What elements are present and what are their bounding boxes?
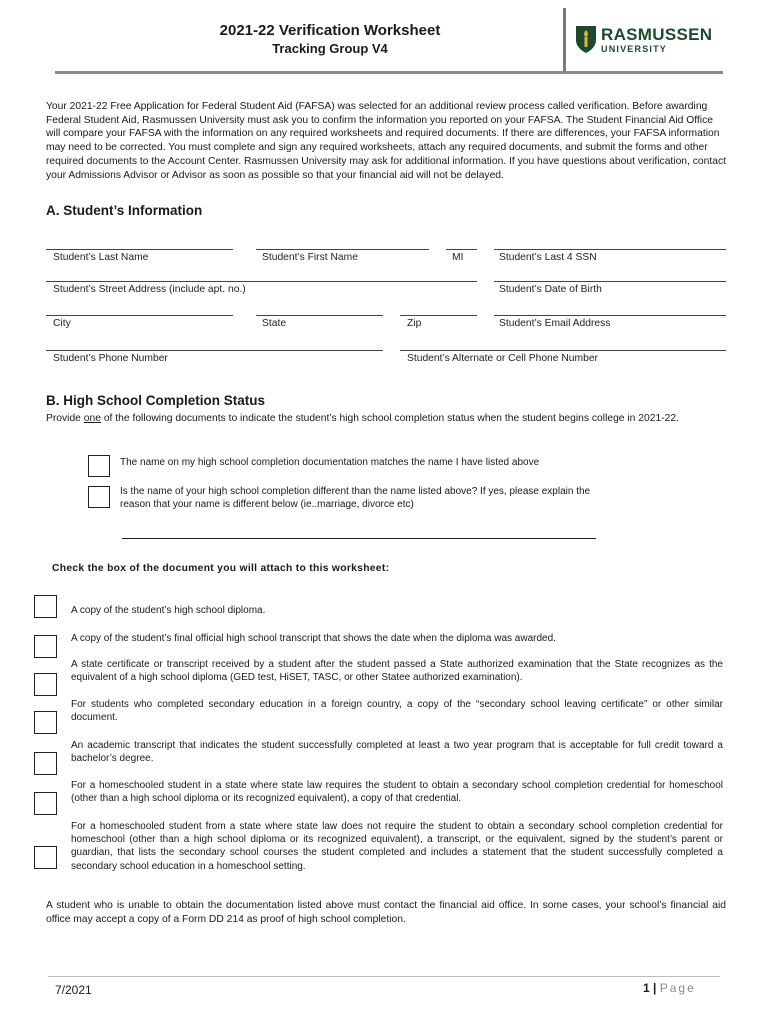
mi-line[interactable] [446,249,477,250]
section-a-title: A. Student’s Information [46,203,203,218]
section-b-title: B. High School Completion Status [46,393,265,408]
doc-text-2: A copy of the student’s final official high school transcript that shows the date when the diploma was awarded. [71,633,556,644]
address-label: Student’s Street Address (include apt. no.) [53,284,246,295]
doc-checkbox-2[interactable] [34,635,57,658]
doc-checkbox-7[interactable] [34,846,57,869]
footer-date: 7/2021 [55,983,92,997]
name-match-text: The name on my high school completion documentation matches the name I have listed above [120,457,540,468]
name-different-text: Is the name of your high school completion different than the name listed above? If yes, please explain the reason that your name is different below (ie..marriage, divorce etc) [120,486,591,511]
doc-text-4: For students who completed secondary education in a foreign country, a copy of the “secondary school leaving certificate” or other similar document. [71,699,723,724]
address-line[interactable] [46,281,477,282]
page-indicator [643,981,696,995]
doc-text-5: An academic transcript that indicates the student successfully completed at least a two year program that is acceptable for full credit toward a bachelor’s degree. [71,740,723,765]
first-name-line[interactable] [256,249,429,250]
shield-torch-icon [574,24,598,54]
name-different-checkbox[interactable] [88,486,110,508]
check-heading: Check the box of the document you will attach to this worksheet: [52,563,390,574]
closing-paragraph: A student who is unable to obtain the documentation listed above must contact the financial aid office. In some cases, your school’s financial aid office may accept a copy of a Form DD 214 as proof of high school completion. [46,900,726,925]
doc-checkbox-4[interactable] [34,711,57,734]
ssn-label: Student’s Last 4 SSN [499,252,597,263]
alt-phone-label: Student’s Alternate or Cell Phone Number [407,353,598,364]
header-divider-horizontal [55,71,723,74]
page-separator: | [649,981,660,995]
doc-text-7: For a homeschooled student from a state where state law does not require the student to obtain a secondary school completion credential for homeschool (other than a high school diploma or its recognized equivalent), a transcript, or the equivalent, signed by the student’s parent or guardian, that lists the secondary school courses the student completed and includes a statement that the student successfully completed a secondary school education in a homeschool setting. [71,821,723,872]
phone-line[interactable] [46,350,383,351]
ssn-line[interactable] [494,249,726,250]
doc-text-6: For a homeschooled student in a state where state law requires the student to obtain a secondary school completion credential for homeschool (other than a high school diploma or its recognized equivalent), a copy of that credential. [71,780,723,805]
intro-emphasis: one [83,413,101,424]
intro-post: of the following documents to indicate the student’s high school completion status when the student begins college in 2021-22. [100,413,679,424]
page-word: Page [659,981,696,995]
last-name-line[interactable] [46,249,233,250]
document-subtitle: Tracking Group V4 [272,41,388,56]
header-divider-vertical [563,8,566,74]
doc-text-3: A state certificate or transcript received by a student after the student passed a State authorized examination that the State recognizes as the equivalent of a high school diploma (GED test, HiSET, TASC, or other Statee authorized examination). [71,659,723,684]
logo-wordmark: RASMUSSEN [601,25,713,44]
state-line[interactable] [256,315,383,316]
intro-pre: Provide [46,413,84,424]
logo-subtext: UNIVERSITY [601,44,668,54]
section-b-intro [46,412,716,426]
city-label: City [53,318,71,329]
name-explanation-line[interactable] [122,538,596,539]
state-label: State [262,318,287,329]
name-match-checkbox[interactable] [88,455,110,477]
email-line[interactable] [494,315,726,316]
alt-phone-line[interactable] [400,350,726,351]
doc-checkbox-6[interactable] [34,792,57,815]
dob-label: Student’s Date of Birth [499,284,602,295]
footer-divider [48,976,720,977]
first-name-label: Student’s First Name [262,252,358,263]
doc-text-1: A copy of the student’s high school diploma. [71,605,266,616]
zip-line[interactable] [400,315,477,316]
page-number: 1 [643,981,650,995]
mi-label: MI [452,252,464,263]
city-line[interactable] [46,315,233,316]
doc-checkbox-1[interactable] [34,595,57,618]
doc-checkbox-5[interactable] [34,752,57,775]
dob-line[interactable] [494,281,726,282]
document-title: 2021-22 Verification Worksheet [219,22,441,39]
intro-paragraph: Your 2021-22 Free Application for Federal Student Aid (FAFSA) was selected for an additional review process called verification. Before awarding Federal Student Aid, Rasmussen University must ask you to confirm the information you reported on your FAFSA. The Student Financial Aid Office will compare your FAFSA with the information on any required worksheets and required documents. If there are differences, your FAFSA information may need to be corrected. You must complete and sign any required worksheets, attach any required documents, and submit the forms and other required documents to the Account Center. Rasmussen University may ask for additional information. If you have questions about verification, contact your Admissions Advisor or Advisor as soon as possible so that your financial aid will not be delayed. [46,101,726,181]
zip-label: Zip [407,318,422,329]
last-name-label: Student’s Last Name [53,252,149,263]
email-label: Student’s Email Address [499,318,611,329]
doc-checkbox-3[interactable] [34,673,57,696]
phone-label: Student’s Phone Number [53,353,168,364]
